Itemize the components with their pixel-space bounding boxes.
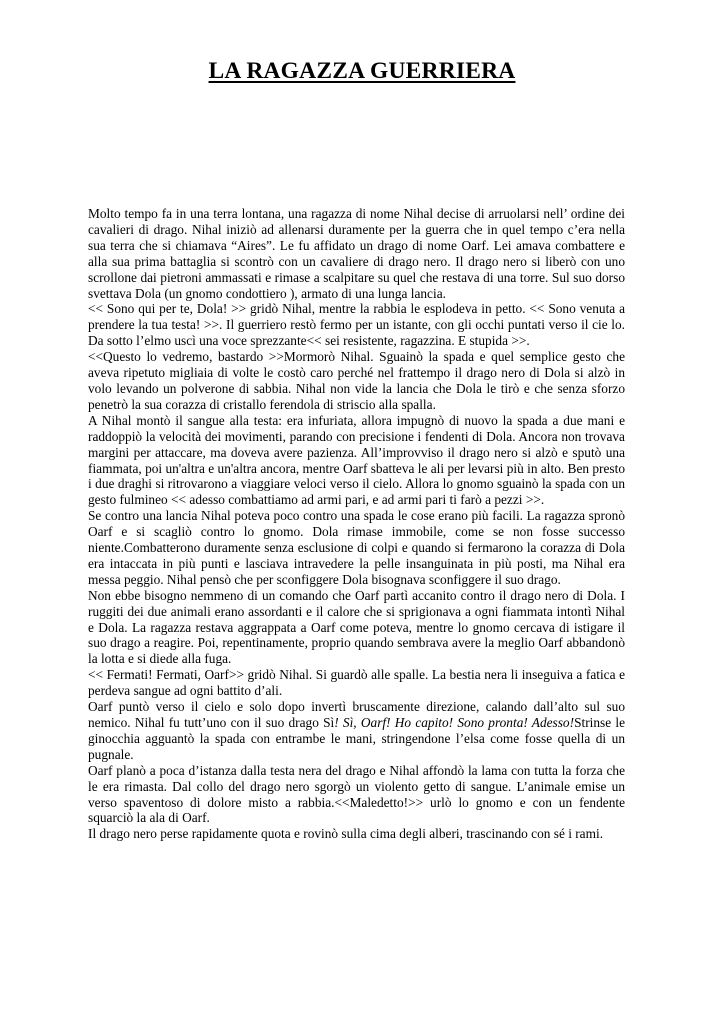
paragraph-spear-wound: <<Questo lo vedremo, bastardo >>Mormorò Nihal. Sguainò la spada e quel semplice gesto che aveva ripetuto migliaia di volte le costò caro perché nel frattempo il drago nero di Dola si alzò in volo levando un polverone di sabbia. Nihal non vide la lancia che Dola le tirò e che senza sforzo penetrò la sua corazza di cristallo ferendola di striscio alla spalla. <box>88 349 625 412</box>
dive-text-end: Strinse le ginocchia agguantò la spada con entrambe le mani, stringendone l’elsa come fosse quella di un pugnale. <box>88 715 625 762</box>
paragraph-chase: << Fermati! Fermati, Oarf>> gridò Nihal. Si guardò alle spalle. La bestia nera li inseguiva a fatica e perdeva sangue ad ogni battito d’ali. <box>88 667 625 699</box>
paragraph-strike: Oarf planò a poca d’istanza dalla testa nera del drago e Nihal affondò la lama con tutta la forza che le era rimasta. Dal collo del drago nero sgorgò un violento getto di sangue. L’animale emise un verso spaventoso di dolore misto a rabbia.<<Maledetto!>> urlò lo gnomo e con un fendente squarciò la ala di Oarf. <box>88 762 625 826</box>
paragraph-ending: Il drago nero perse rapidamente quota e rovinò sulla cima degli alberi, trascinando con sé i rami. <box>88 826 604 842</box>
document-title: LA RAGAZZA GUERRIERA <box>208 58 516 84</box>
paragraph-nihal-challenge: << Sono qui per te, Dola! >> gridò Nihal, mentre la rabbia le esplodeva in petto. << Sono venuta a prendere la tua testa! >>. Il guerriero restò fermo per un istante, con gli occhi puntati verso il cie lo. Da sotto l’elmo uscì una voce sprezzante<< sei resistente, ragazzina. E stupida >>. <box>88 301 625 349</box>
dive-text-start: Oarf puntò verso il cielo e solo dopo invertì bruscamente direzione, calando dall’alto sul suo nemico. Nihal fu tutt’uno con il suo drago Sì <box>88 699 625 730</box>
paragraph-dragon-fight: Non ebbe bisogno nemmeno di un comando che Oarf partì accanito contro il drago nero di Dola. I ruggiti dei due animali erano assordanti e il calore che si sprigionava a ogni fiammata intontì Nihal e Dola. La ragazza restava aggrappata a Oarf come poteva, mentre lo gnomo cercava di istigare il suo drago a reagire. Poi, repentinamente, proprio quando sembrava avere la meglio Oarf abbandonò la lotta e si diede alla fuga. <box>88 587 625 667</box>
paragraph-dive <box>88 699 625 763</box>
paragraph-sword-fight: Se contro una lancia Nihal poteva poco contro una spada le cose erano più facili. La ragazza spronò Oarf e si scagliò contro lo gnomo. Dola rimase immobile, come se non fosse successo niente.Combatterono duramente senza esclusione di colpi e quando si fermarono la corazza di Dola era intaccata in più punti e lasciava intravedere la pelle insanguinata in più posti, ma Nihal era messa peggio. Nihal pensò che per sconfiggere Dola bisognava sconfiggere il suo drago. <box>88 508 625 587</box>
story-body <box>88 206 625 842</box>
dive-text-italic: ! Sì, Oarf! Ho capito! Sono pronta! Adesso! <box>334 715 575 730</box>
paragraph-sky-duel: A Nihal montò il sangue alla testa: era infuriata, allora impugnò di nuovo la spada a due mani e raddoppiò la velocità dei movimenti, parando con precisione i fendenti di Dola. Ancora non trovava margini per attaccare, ma doveva avere pazienza. All’improvviso il drago nero si alzò e sputò una fiammata, poi un'altra e un'altra ancora, mentre Oarf sbatteva le ali per levarsi più in alto. Ben presto i due draghi si ritrovarono a viaggiare veloci verso il cielo. Allora lo gnomo sguainò la spada con un gesto fulmineo << adesso combattiamo ad armi pari, e ad armi pari ti farò a pezzi >>. <box>88 412 625 508</box>
paragraph-intro: Molto tempo fa in una terra lontana, una ragazza di nome Nihal decise di arruolarsi nell’ ordine dei cavalieri di drago. Nihal iniziò ad allenarsi duramente per la guerra che in quel tempo c’era nella sua terra che si chiamava “Aires”. Le fu affidato un drago di nome Oarf. Lei amava combattere e alla sua prima battaglia si scontrò con un cavaliere di drago nero. Il drago nero si liberò con uno scrollone dai pietroni ammassati e rimase a scalpitare su quel che restava di una torre. Sul suo dorso svettava Dola (un gnomo condottiero ), armato di una lunga lancia. <box>88 206 625 301</box>
